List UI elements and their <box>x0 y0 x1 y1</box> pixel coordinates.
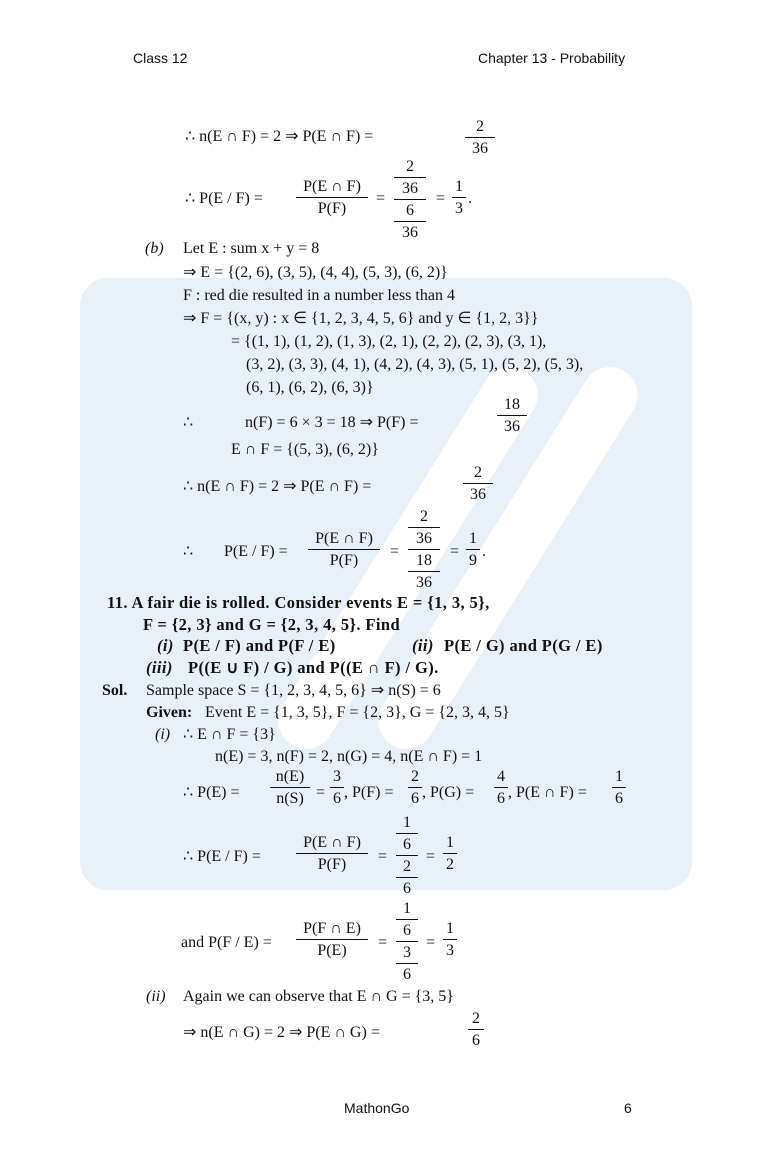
fraction: P(F ∩ E) P(E) <box>296 920 368 960</box>
line-b2: ⇒ E = {(2, 6), (3, 5), (4, 4), (5, 3), (6, 2)} <box>183 264 448 281</box>
fraction: 2 36 <box>463 464 493 504</box>
sub-part-ii-label: (ii) <box>146 988 166 1005</box>
fraction: 1 3 <box>452 178 466 218</box>
period: . <box>468 190 472 207</box>
line-a2: ∴ P(E / F) = <box>185 190 263 207</box>
solution-line6: ∴ P(E / F) = <box>183 848 261 865</box>
complex-fraction: 1 6 2 6 <box>396 814 418 898</box>
fraction: 2 6 <box>408 768 422 808</box>
question-11-part-ii-label: (ii) <box>412 636 434 655</box>
fraction: P(E ∩ F) P(F) <box>296 834 368 874</box>
solution-line3: ∴ E ∩ F = {3} <box>183 726 276 743</box>
solution-line8: Again we can observe that E ∩ G = {3, 5} <box>183 988 454 1005</box>
fraction: 1 6 <box>612 768 626 808</box>
equals-sign: = <box>426 934 436 951</box>
fraction: 3 6 <box>330 768 344 808</box>
fraction: n(E) n(S) <box>270 768 310 808</box>
equals-sign: = <box>426 848 436 865</box>
period: . <box>482 543 486 560</box>
probability-f-label: , P(F) = <box>344 784 394 801</box>
line-b7: (6, 1), (6, 2), (6, 3)} <box>246 379 374 396</box>
page-number: 6 <box>624 1100 632 1116</box>
equals-sign: = <box>390 543 400 560</box>
line-b5: = {(1, 1), (1, 2), (1, 3), (2, 1), (2, 2), (2, 3), (3, 1), <box>231 333 547 350</box>
question-11-part-ii: P(E / G) and P(G / E) <box>444 636 603 655</box>
equals-sign: = <box>450 543 460 560</box>
question-11-part-iii: P((E ∪ F) / G) and P((E ∩ F) / G). <box>188 658 439 677</box>
given-label: Given: <box>146 704 193 721</box>
part-b-label: (b) <box>145 240 164 257</box>
equals-sign: = <box>378 934 388 951</box>
line-b9: E ∩ F = {(5, 3), (6, 2)} <box>231 441 379 458</box>
equals-sign: = <box>378 848 388 865</box>
probability-ef-label: , P(E ∩ F) = <box>508 784 587 801</box>
line-b11: P(E / F) = <box>224 543 288 560</box>
solution-line2: Event E = {1, 3, 5}, F = {2, 3}, G = {2, 3, 4, 5} <box>205 704 510 721</box>
header-chapter: Chapter 13 - Probability <box>478 50 626 66</box>
fraction: 2 36 <box>465 118 495 158</box>
fraction: 2 6 <box>468 1010 484 1050</box>
solution-line5: ∴ P(E) = <box>183 784 240 801</box>
line-b10: ∴ n(E ∩ F) = 2 ⇒ P(E ∩ F) = <box>183 478 372 495</box>
line-b1: Let E : sum x + y = 8 <box>183 240 320 257</box>
equals-sign: = <box>436 190 446 207</box>
therefore-symbol: ∴ <box>183 543 194 560</box>
footer-brand: MathonGo <box>344 1100 410 1116</box>
solution-line4: n(E) = 3, n(F) = 2, n(G) = 4, n(E ∩ F) = 1 <box>215 748 483 765</box>
solution-line1: Sample space S = {1, 2, 3, 4, 5, 6} ⇒ n(S) = 6 <box>146 682 441 699</box>
fraction: 1 2 <box>443 834 457 874</box>
complex-fraction: 1 6 3 6 <box>396 900 418 984</box>
fraction: 1 3 <box>443 920 457 960</box>
question-11-part-iii-label: (iii) <box>146 658 173 677</box>
header-class: Class 12 <box>133 50 188 66</box>
solution-line7: and P(F / E) = <box>181 934 272 951</box>
question-11-line1: 11. A fair die is rolled. Consider events E = {1, 3, 5}, <box>107 593 490 612</box>
complex-fraction: 2 36 6 36 <box>394 158 426 242</box>
question-11-line2: F = {2, 3} and G = {2, 3, 4, 5}. Find <box>143 615 401 634</box>
fraction: 18 36 <box>497 396 527 436</box>
sub-part-i-label: (i) <box>155 726 171 743</box>
line-b8: n(F) = 6 × 3 = 18 ⇒ P(F) = <box>245 414 419 431</box>
line-b3: F : red die resulted in a number less than 4 <box>183 287 455 304</box>
solution-line9: ⇒ n(E ∩ G) = 2 ⇒ P(E ∩ G) = <box>183 1024 380 1041</box>
fraction: P(E ∩ F) P(F) <box>308 530 380 570</box>
fraction: 4 6 <box>494 768 508 808</box>
line-b4: ⇒ F = {(x, y) : x ∈ {1, 2, 3, 4, 5, 6} and y ∈ {1, 2, 3}} <box>183 310 539 327</box>
question-11-part-i: P(E / F) and P(F / E) <box>183 636 336 655</box>
fraction: 1 9 <box>466 530 480 570</box>
equals-sign: = <box>376 190 386 207</box>
therefore-symbol: ∴ <box>183 414 194 431</box>
line-a1: ∴ n(E ∩ F) = 2 ⇒ P(E ∩ F) = <box>185 128 374 145</box>
question-11-part-i-label: (i) <box>157 636 174 655</box>
fraction: P(E ∩ F) P(F) <box>296 178 368 218</box>
complex-fraction: 2 36 18 36 <box>408 508 440 592</box>
line-b6: (3, 2), (3, 3), (4, 1), (4, 2), (4, 3), (5, 1), (5, 2), (5, 3), <box>246 356 584 373</box>
solution-label: Sol. <box>102 682 128 699</box>
probability-g-label: , P(G) = <box>422 784 475 801</box>
equals-sign: = <box>316 784 326 801</box>
